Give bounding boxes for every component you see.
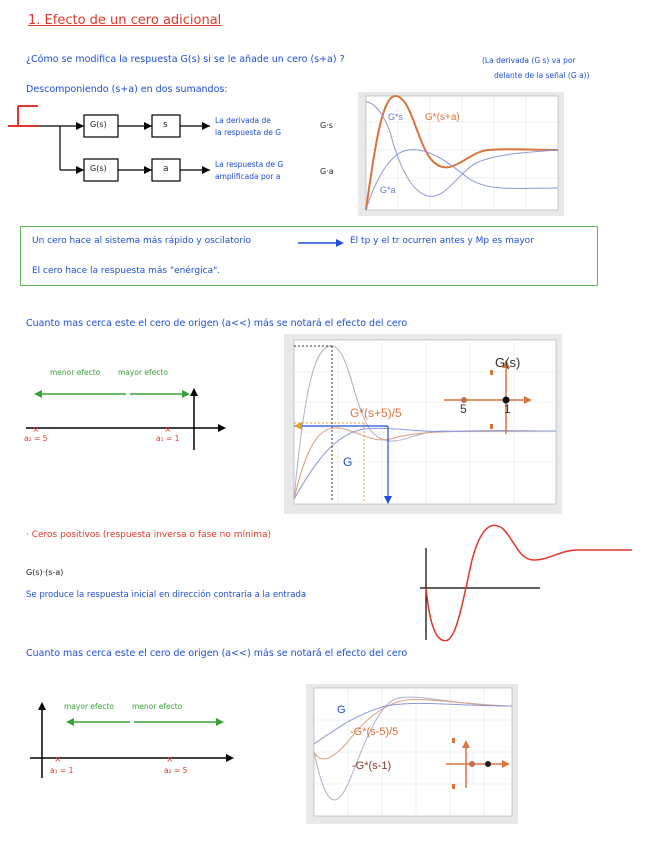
plot2-label-g: G xyxy=(343,455,353,469)
block2-desc1: La respuesta de G xyxy=(215,160,284,169)
block1-op: s xyxy=(163,120,168,130)
plot2-label-gs5: G*(s+5)/5 xyxy=(350,406,402,420)
side-note-1: (La derivada (G s) va por xyxy=(482,56,576,65)
plot-zero-closeness xyxy=(284,334,562,514)
axis2-more: mayor efecto xyxy=(64,702,114,711)
plot1-label-ga: G*a xyxy=(380,185,396,195)
block2-op: a xyxy=(163,164,169,174)
axis2-a5: a₂ = 5 xyxy=(164,766,188,775)
question-text: ¿Cómo se modifica la respuesta G(s) si se le añade un cero (s+a) ? xyxy=(26,54,345,65)
svg-text:×: × xyxy=(54,755,62,765)
axis1-less: menor efecto xyxy=(50,368,101,377)
closer-text: Cuanto mas cerca este el cero de origen (a<<) más se notará el efecto del cero xyxy=(26,318,408,329)
plot3-label-g: G xyxy=(337,704,346,716)
positive-desc: Se produce la respuesta inicial en dirección contraria a la entrada xyxy=(26,590,307,600)
summary-line1-a: Un cero hace al sistema más rápido y oscilatorio xyxy=(32,236,251,246)
summary-line2: El cero hace la respuesta más "enérgica". xyxy=(32,266,221,276)
block2-desc2: amplificada por a xyxy=(215,172,281,181)
plot2-label-gs: G(s) xyxy=(495,355,521,370)
plot2-pz5: 5 xyxy=(460,402,467,416)
closer-text-2: Cuanto mas cerca este el cero de origen (a<<) más se notará el efecto del cero xyxy=(26,648,408,659)
block2-gs: G(s) xyxy=(90,164,107,173)
svg-text:×: × xyxy=(166,755,174,765)
axis2-a1: a₁ = 1 xyxy=(50,766,74,775)
axis1-a5: a₂ = 5 xyxy=(24,434,48,443)
axis2-less: menor efecto xyxy=(132,702,183,711)
plot2-pz1: 1 xyxy=(504,402,511,416)
block1-eq: G·s xyxy=(320,121,333,130)
svg-text:×: × xyxy=(32,425,40,435)
plot-inverse-response xyxy=(410,520,640,650)
axis1-a1: a₁ = 1 xyxy=(156,434,180,443)
block1-gs: G(s) xyxy=(90,120,107,129)
plot1-label-gsa: G*(s+a) xyxy=(425,112,460,123)
axis1-more: mayor efecto xyxy=(118,368,168,377)
block2-eq: G·a xyxy=(320,167,334,176)
block1-desc2: la respuesta de G xyxy=(215,128,282,137)
section-title: 1. Efecto de un cero adicional xyxy=(28,13,222,28)
block1-desc1: La derivada de xyxy=(215,116,271,125)
block-diagram xyxy=(0,100,320,200)
decompose-text: Descomponiendo (s+a) en dos sumandos: xyxy=(26,84,228,95)
side-note-2: delante de la señal (G a)) xyxy=(494,71,590,80)
summary-line1-b: El tp y el tr ocurren antes y Mp es mayor xyxy=(350,236,534,246)
plot-zero-decomposition xyxy=(358,92,564,216)
positive-eq: G(s)·(s-a) xyxy=(26,568,64,577)
plot3-label-gs1: -G*(s-1) xyxy=(352,760,392,772)
summary-box xyxy=(20,226,598,286)
zero-axis-diagram-1 xyxy=(26,372,236,452)
plot3-label-gs5: -G*(s-5)/5 xyxy=(350,726,399,738)
summary-arrow xyxy=(296,236,346,250)
plot1-label-gs: G*s xyxy=(388,112,404,122)
svg-text:×: × xyxy=(164,425,172,435)
positive-title: · Ceros positivos (respuesta inversa o fase no mínima) xyxy=(26,530,272,540)
